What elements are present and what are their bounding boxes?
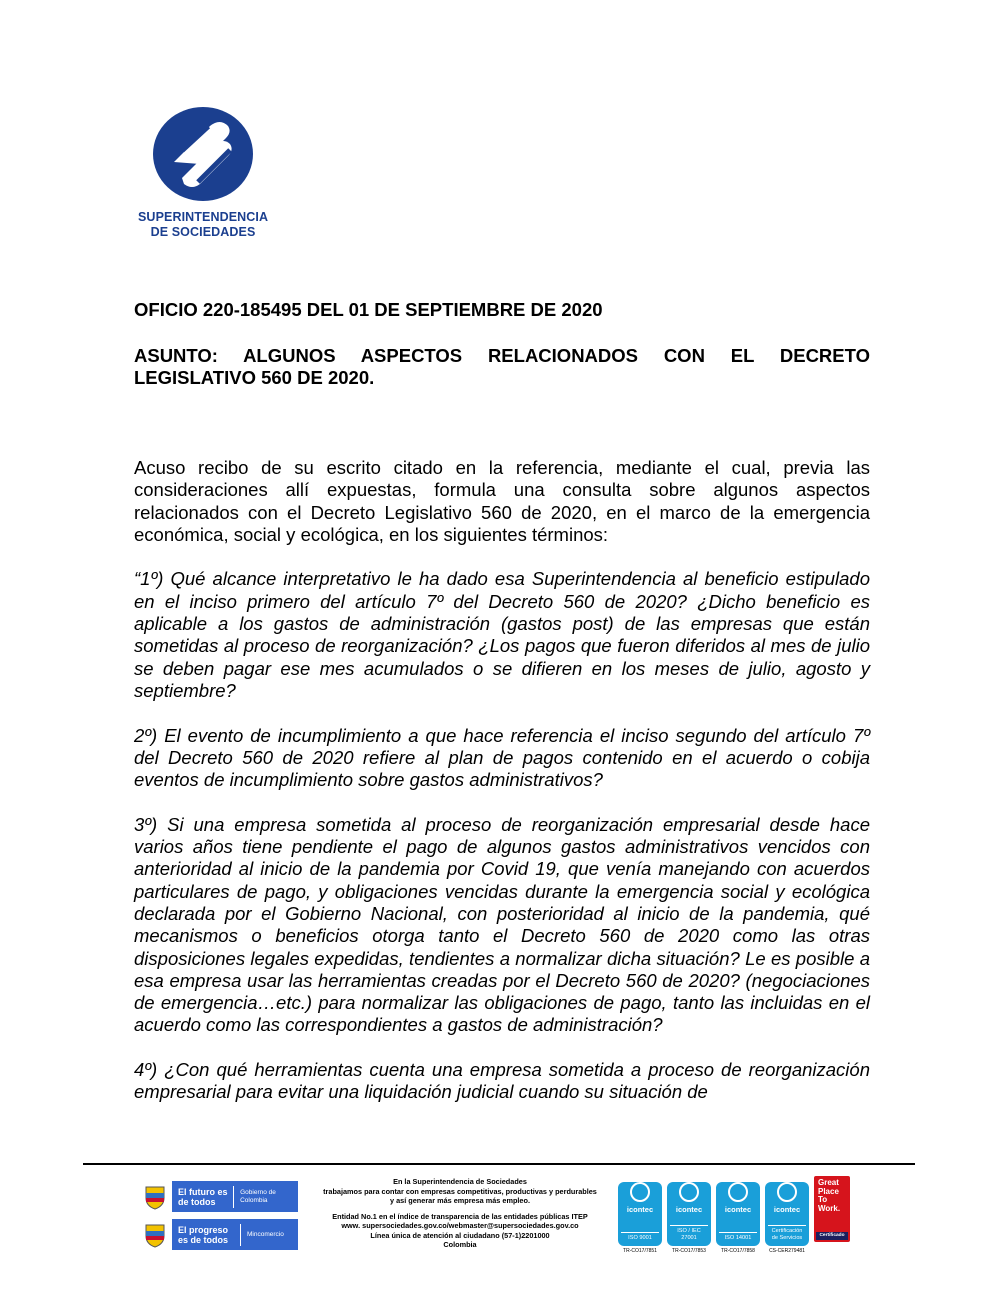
footer-divider [83,1163,915,1165]
document-body [134,457,870,1126]
footer-line: En la Superintendencia de Sociedades [393,1177,527,1186]
gov-slogan-futuro: El futuro es de todos [178,1186,228,1207]
footer-contact-info [300,1177,620,1250]
cert-iso9001: icontec ISO 9001 TR-CO17/7851 [618,1176,662,1254]
gov-slogan-progreso: El progreso es de todos [178,1224,229,1245]
cert-iso14001: icontec ISO 14001 TR-CO17/7858 [716,1176,760,1254]
great-place-to-work-badge: Great Place To Work. Certificado [814,1176,850,1242]
gov-entity-gobierno: Gobierno de Colombia [240,1188,276,1204]
gov-entity-mincomercio: Mincomercio [247,1230,284,1238]
colombia-shield-icon [142,1183,168,1211]
question-2: 2º) El evento de incumplimiento a que hace referencia el inciso segundo del artículo 7º del Decreto 560 de 2020 refiere al plan de pagos contenido en el acuerdo o cobija eventos de incumplimiento sobre gastos administrativos? [134,724,870,791]
icontec-logo-icon [679,1182,699,1202]
logo-name-line2: DE SOCIEDADES [150,225,256,239]
cert-servicios: icontec Certificación de Servicios CS-CER279481 [765,1176,809,1254]
logo-name-line1: SUPERINTENDENCIA [138,210,269,224]
supersociedades-emblem-icon [152,106,254,202]
footer-line: Línea única de atención al ciudadano (57-1)2201000 [370,1230,550,1240]
question-1: “1º) Qué alcance interpretativo le ha dado esa Superintendencia al beneficio estipulado en el inciso primero del artículo 7º del Decreto 560 de 2020? ¿Dicho beneficio es aplicable a los gastos de administración (gastos post) de las empresas que están sometidas al proceso de reorganización? ¿Los pagos que fueron diferidos al mes de julio se deben pagar ese mes acumulados o se difieren en los meses de julio, agosto y septiembre? [134,568,870,701]
gov-logo-futuro [142,1181,298,1212]
document-subject: ASUNTO: ALGUNOS ASPECTOS RELACIONADOS CON EL DECRETO LEGISLATIVO 560 DE 2020. [134,345,870,388]
question-3: 3º) Si una empresa sometida al proceso de reorganización empresarial desde hace varios años tiene pendiente el pago de algunos gastos administrativos vencidos con anterioridad al inicio de la pandemia por Covid 19, que venía manejando con acuerdos particulares de pago, y obligaciones vencidas durante la emergencia social y ecológica declarada por el Gobierno Nacional, con posterioridad al inicio de la pandemia, qué mecanismos o beneficios otorga tanto el Decreto 560 de 2020 como las otras disposiciones legales expedidas, tendientes a normalizar dicha situación? Le es posible a esa empresa usar las herramientas creadas por el Decreto 560 de 2020? (negociaciones de emergencia…etc.) para normalizar las obligaciones de pago, tanto las incluidas en el acuerdo como las correspondientes a gastos de administración? [134,813,870,1036]
intro-paragraph: Acuso recibo de su escrito citado en la referencia, mediante el cual, previa las consideraciones allí expuestas, formula una consulta sobre algunos aspectos relacionados con el Decreto Legislativo 560 de 2020, en el marco de la emergencia económica, social y ecológica, en los siguientes términos: [134,457,870,545]
footer-line: y así generar más empresa más empleo. [390,1196,530,1205]
supersociedades-logo [138,106,268,240]
colombia-shield-icon [142,1221,168,1249]
footer-line: www. supersociedades.gov.co/webmaster@supersociedades.gov.co [341,1221,579,1230]
icontec-logo-icon [777,1182,797,1202]
icontec-logo-icon [630,1182,650,1202]
footer-line: trabajamos para contar con empresas competitivas, productivas y perdurables [323,1186,597,1196]
gov-logo-progreso [142,1219,298,1250]
question-4: 4º) ¿Con qué herramientas cuenta una empresa sometida a proceso de reorganización empresarial para evitar una liquidación judicial cuando su situación de [134,1059,870,1103]
certifications [618,1176,850,1254]
document-title: OFICIO 220-185495 DEL 01 DE SEPTIEMBRE DE 2020 [134,299,603,320]
footer-line: Entidad No.1 en el índice de transparencia de las entidades públicas ITEP [332,1211,588,1221]
icontec-logo-icon [728,1182,748,1202]
cert-iso27001: icontec ISO / IEC 27001 TR-CO17/7853 [667,1176,711,1254]
footer-line: Colombia [443,1240,477,1249]
